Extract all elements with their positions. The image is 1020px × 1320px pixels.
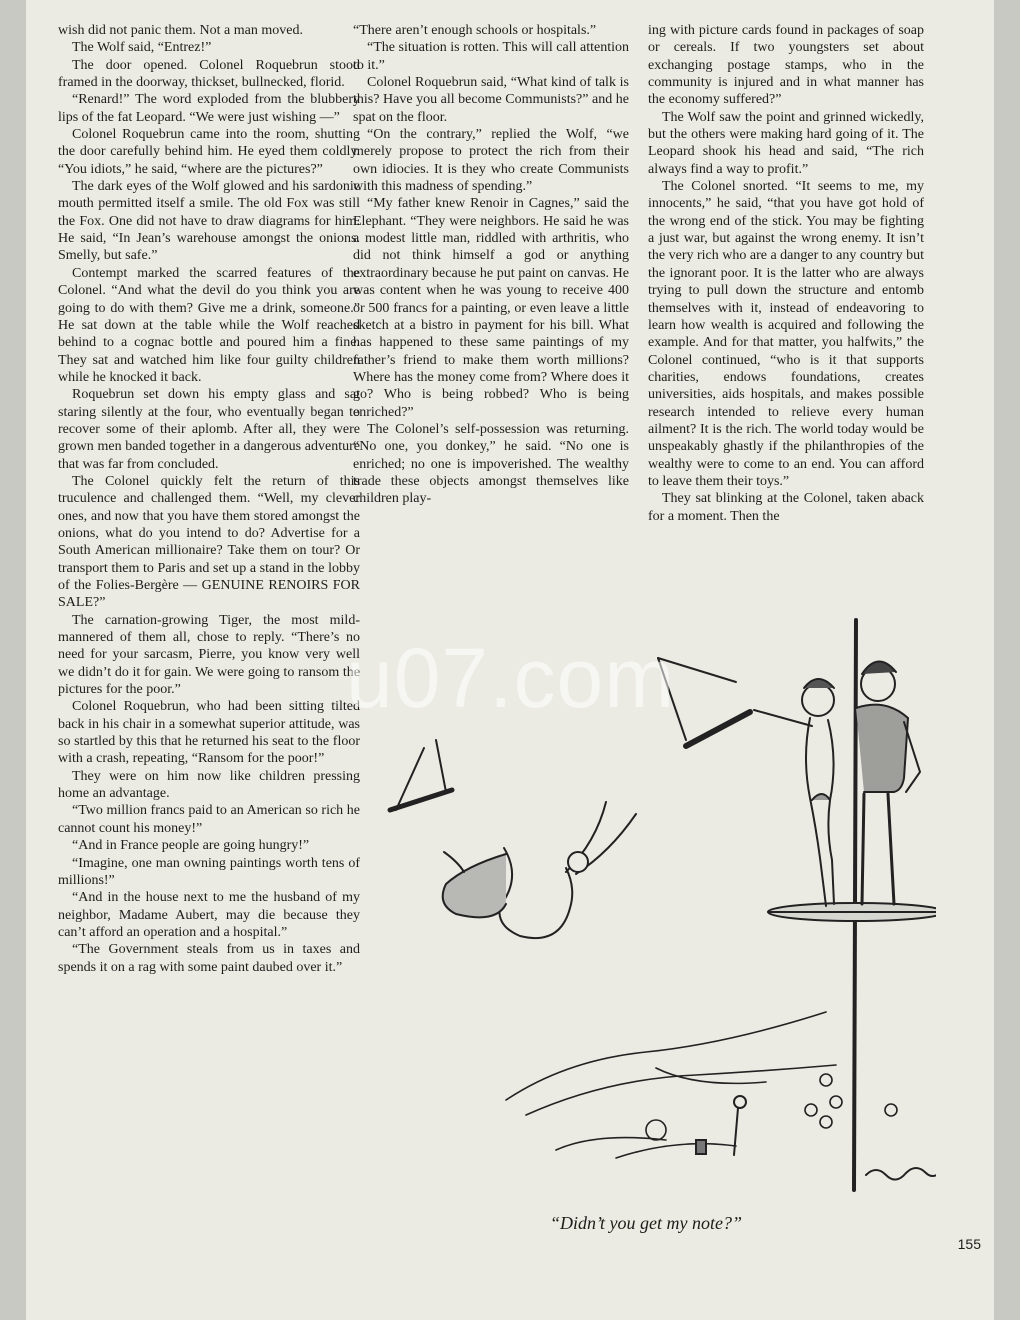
paragraph: Roquebrun set down his empty glass and sat staring silently at the four, who eventually began to recover some of their aplomb. After all, they were grown men banded together in a dangerous adventure that was far from concluded.: [58, 387, 360, 472]
watermark-text: u07.com: [346, 631, 676, 725]
paragraph: Colonel Roquebrun said, “What kind of talk is this? Have you all become Communists?” and he spat on the floor.: [353, 75, 629, 125]
left-trapeze: [390, 790, 452, 810]
audience: [506, 1012, 897, 1158]
paragraph: “Imagine, one man owning paintings worth tens of millions!”: [58, 855, 360, 888]
paragraph: Contempt marked the scarred features of the Colonel. “And what the devil do you think you are going to do with them? Give me a drink, someone.” He sat down at the table while the Wolf reached behind to a cognac bottle and poured him a fine. They sat and watched him like four guilty children while he knocked it back.: [58, 265, 360, 385]
paragraph: They sat blinking at the Colonel, taken aback for a moment. Then the: [648, 491, 924, 524]
woman-figure: [754, 679, 834, 906]
paragraph: “My father knew Renoir in Cagnes,” said the Elephant. “They were neighbors. He said he was a modest little man, riddled with arthritis, who did not think himself a god or anything extraordinary because he put paint on canvas. He was content when he was young to receive 400 or 500 francs for a painting, or even leave a little sketch at a bistro in payment for his bill. What has happened to these same paintings of my father’s friend to make them worth millions? Where has the money come from? Where does it go? Who is being robbed? Who is being enriched?”: [353, 196, 629, 420]
paragraph: “The Government steals from us in taxes and spends it on a rag with some paint daubed over it.”: [58, 942, 360, 975]
signature: [866, 1168, 936, 1180]
held-trapeze: [686, 712, 750, 746]
paragraph: “There aren’t enough schools or hospitals.”: [353, 23, 597, 38]
paragraph: “And in the house next to me the husband of my neighbor, Madame Aubert, may die because they can’t afford an operation and a hospital.”: [58, 890, 360, 940]
paragraph: The Colonel snorted. “It seems to me, my innocents,” he said, “that you have got hold of the wrong end of the stick. You may be fighting a just war, but against the wrong enemy. It isn’t the very rich who are a danger to any country but the ignorant poor. It is the latter who are always trying to pull down the structure and entomb themselves with it, instead of endeavoring to learn how wealth is acquired and following the example. And for that matter, you halfwits,” the Colonel continued, “who is it that supports charities, endows foundations, creates universities, aids hospitals, and makes possible research intended to relieve every human ailment? It is the rich. The world today would be unspeakably ghastly if the philanthropies of the wealthy were to come to an end. You can afford to leave them their toys.”: [648, 179, 925, 489]
text-column-2: [353, 22, 629, 508]
paragraph: The door opened. Colonel Roquebrun stood framed in the doorway, thickset, bullnecked, florid.: [58, 57, 360, 91]
paragraph: “The situation is rotten. This will call attention to it.”: [353, 40, 629, 73]
paragraph: The Colonel quickly felt the return of this truculence and challenged them. “Well, my clever ones, and now that you have them stored amongst the onions, what do you intend to do? Advertise for a South American millionaire? Take them on tour? Or transport them to Paris and set up a stand in the lobby of the Folies-Bergère — GENUINE RENOIRS FOR SALE?”: [58, 473, 360, 611]
man-figure: [856, 661, 920, 904]
paragraph: “And in France people are going hungry!”: [72, 838, 310, 854]
falling-acrobat: [443, 802, 636, 938]
paragraph: The Colonel’s self-possession was returning. “No one, you donkey,” he said. “No one is enriched; no one is impoverished. The wealthy trade these objects amongst themselves like children play-: [353, 421, 629, 507]
text-column-1: [58, 22, 360, 976]
paragraph: They were on him now like children pressing home an advantage.: [58, 768, 360, 802]
paragraph: The dark eyes of the Wolf glowed and his sardonic mouth permitted itself a smile. The old Fox was still the Fox. One did not have to draw diagrams for him. He said, “In Jean’s warehouse amongst the onions. Smelly, but safe.”: [58, 179, 360, 264]
paragraph: Colonel Roquebrun came into the room, shutting the door carefully behind him. He eyed them coldly. “You idiots,” he said, “where are the pictures?”: [58, 127, 360, 177]
cartoon-caption: “Didn’t you get my note?”: [550, 1213, 742, 1233]
paragraph: The Wolf said, “Entrez!”: [72, 40, 212, 56]
paragraph: wish did not panic them. Not a man moved.: [58, 23, 303, 38]
paragraph: “On the contrary,” replied the Wolf, “we merely propose to protect the rich from their own idiocies. It is they who create Communists with this madness of spending.”: [353, 127, 629, 195]
page-number: 155: [957, 1236, 981, 1252]
paragraph: “Two million francs paid to an American so rich he cannot count his money!”: [58, 803, 360, 836]
ringmaster: [696, 1096, 746, 1155]
paragraph: “Renard!” The word exploded from the blubbery lips of the fat Leopard. “We were just wishing —”: [58, 92, 360, 125]
paragraph: The carnation-growing Tiger, the most mild-mannered of them all, chose to reply. “There’s no need for your sarcasm, Pierre, you know very well we didn’t do it for gain. We were going to ransom the pictures for the poor.”: [58, 612, 360, 698]
paragraph: The Wolf saw the point and grinned wickedly, but the others were making hard going of it. The Leopard shook his head and said, “The rich always find a way to profit.”: [648, 109, 924, 177]
paragraph: Colonel Roquebrun, who had been sitting tilted back in his chair in a somewhat superior attitude, was so startled by this that he returned his seat to the floor with a crash, repeating, “Ransom for the poor!”: [58, 699, 360, 767]
paragraph: ing with picture cards found in packages of soap or cereals. If two youngsters set about exchanging postage stamps, who in the community is injured and in what manner has the economy suffered?”: [648, 23, 924, 108]
text-column-3: [648, 22, 924, 525]
magazine-page: [26, 0, 994, 1320]
